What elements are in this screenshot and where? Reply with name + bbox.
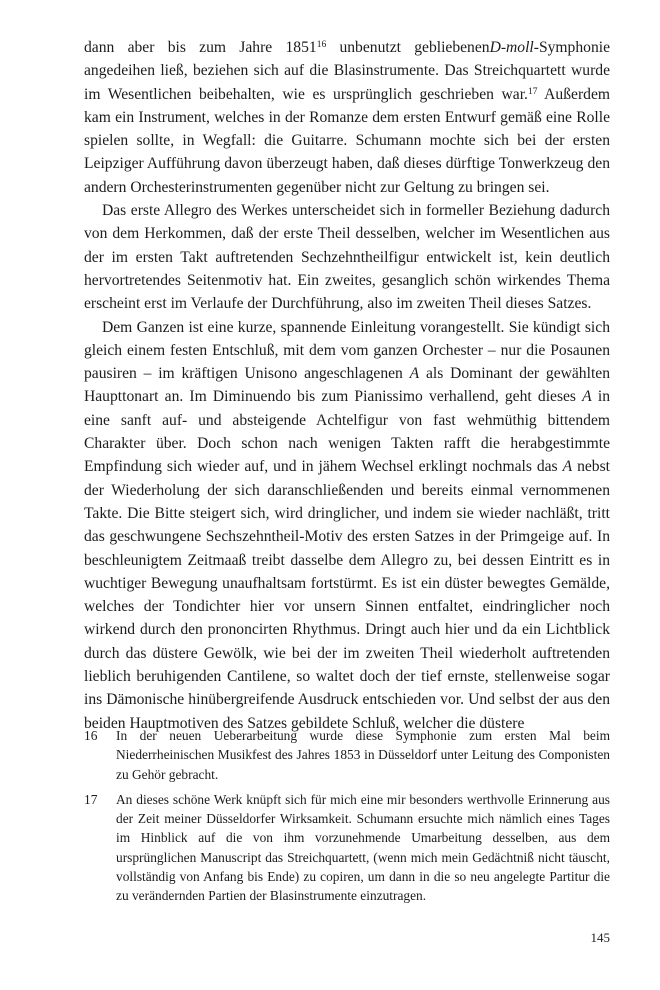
footnote-ref[interactable]: 17 bbox=[527, 86, 538, 97]
italic-text: A bbox=[582, 388, 592, 406]
italic-text: A bbox=[562, 458, 573, 476]
text-run: Dem Ganzen ist eine kurze, spannende Einleitung vorangestellt. Sie kündigt sich gleich einem festen Entschluß, mit dem vom ganzen Orchester – nur die Posaunen pausiren – im kräftigen Unisono angeschlagenen bbox=[84, 318, 610, 383]
text-run: als Dominant der gewählten Haupttonart an. Im Diminuendo bis zum Pianissimo verhallend, geht dieses bbox=[84, 365, 610, 406]
italic-text: D-moll bbox=[489, 39, 534, 56]
footnotes bbox=[84, 726, 610, 912]
text-run: Das erste Allegro des Werkes unterscheidet sich in formeller Beziehung dadurch von dem Herkommen, daß der erste Theil desselben, welcher im Wesentlichen aus der im ersten Takt auftretenden Sechzehntheilfigur entwickelt ist, kein deutlich hervortretendes Seitenmotiv hat. Ein zweites, gesanglich schön wirkendes Thema erscheint erst im Verlaufe der Durchführung, also im zweiten Theil dieses Satzes. bbox=[84, 202, 610, 313]
italic-text: A bbox=[409, 365, 420, 383]
text-run: nebst der Wiederholung der sich daranschließenden und bereits einmal vernommenen Takte. Die Bitte steigert sich, wird dringlicher, und indem sie wieder nachläßt, tritt das geschwungene Sechszehntheil-Motiv des ersten Satzes in der Primgeige auf. In beschleunigtem Zeitmaaß treibt dasselbe dem Allegro zu, bei dessen Eintritt es in wuchtiger Bewegung unaufhaltsam fortstürmt. Es ist ein düster bewegtes Gemälde, welches der Tondichter hier vor unsern Sinnen entfaltet, eindringlicher noch wirkend durch den prononcirten Rhythmus. Dringt auch hier und da ein Lichtblick durch das düstere Gewölk, wie bei der im zweiten Theil wiederholt auftretenden lieblich beruhigenden Cantilene, so waltet doch der tief ernste, stellenweise sogar ins Dämonische hinübergreifende Ausdruck entschieden vor. Und selbst der aus den beiden Hauptmotiven des Satzes gebildete Schluß, welcher die düstere bbox=[84, 458, 610, 732]
footnote-text: In der neuen Ueberarbeitung wurde diese Symphonie zum ersten Mal beim Niederrheinischen Musikfest des Jahres 1853 in Düsseldorf unter Leitung des Componisten zu Gehör gebracht. bbox=[116, 728, 610, 782]
paragraph bbox=[84, 199, 610, 315]
footnote bbox=[84, 726, 610, 784]
footnote-ref[interactable]: 16 bbox=[316, 39, 327, 50]
text-run: Außerdem kam ein Instrument, welches in der Romanze dem ersten Entwurf gemäß eine Rolle spielen sollte, in Wegfall: die Guitarre. Schumann mochte sich bei der ersten Leipziger Aufführung davon überzeugt haben, daß dieses dürftige Tonwerkzeug den andern Orchesterinstrumenten gegenüber nicht zur Geltung zu bringen sei. bbox=[84, 85, 610, 196]
main-text bbox=[84, 36, 610, 735]
text-run: unbenutzt gebliebenen bbox=[326, 39, 490, 56]
footnote-text: An dieses schöne Werk knüpft sich für mich eine mir besonders werthvolle Erinnerung aus der Zeit meiner Düsseldorfer Wirksamkeit. Schumann ersuchte mich nämlich eines Tages im Hinblick auf die von ihm vorzunehmende Umarbeitung desselben, aus dem ursprünglichen Manuscript das Streichquartett, (wenn mich mein Gedächtniß nicht täuscht, vollständig von Anfang bis Ende) zu copiren, um dann in die so neu angelegte Partitur die zu verändernden Partien der Blasinstrumente einzutragen. bbox=[116, 791, 610, 904]
text-run: in eine sanft auf- und absteigende Achtelfigur von fast wehmüthig bittendem Charakter über. Doch schon nach wenigen Takten rafft die herabgestimmte Empfindung sich wieder auf, und in jähem Wechsel erklingt nochmals das bbox=[84, 388, 610, 476]
footnote bbox=[84, 790, 610, 906]
paragraph bbox=[84, 36, 610, 199]
text-run: dann aber bis zum Jahre 1851 bbox=[84, 39, 317, 56]
paragraph bbox=[84, 316, 610, 735]
footnote-number: 16 bbox=[84, 728, 98, 743]
page-number: 145 bbox=[590, 930, 610, 945]
text-run: -Symphonie angedeihen ließ, beziehen sich auf die Blasinstrumente. Das Streichquartett wurde im Wesentlichen beibehalten, wie es ursprünglich geschrieben war. bbox=[84, 39, 610, 103]
footnote-number: 17 bbox=[84, 791, 98, 807]
